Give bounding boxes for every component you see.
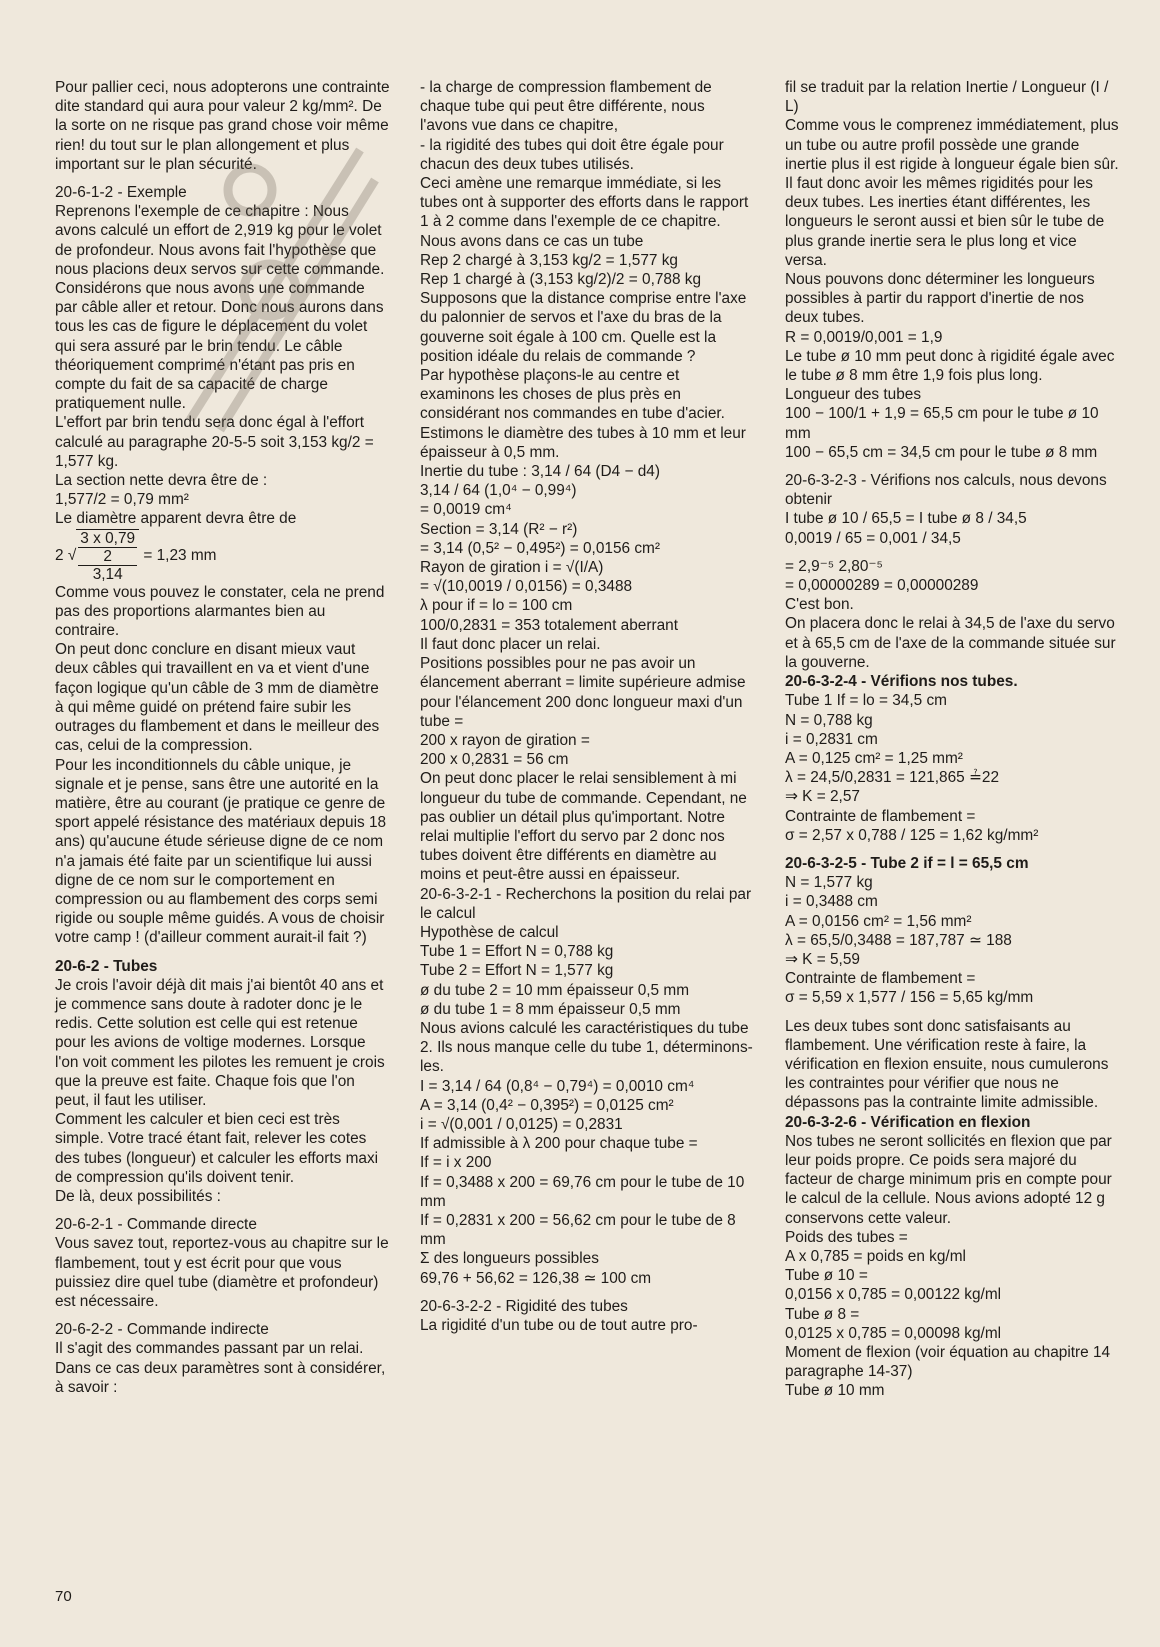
text-line: σ = 5,59 x 1,577 / 156 = 5,65 kg/mm	[785, 989, 1034, 1007]
text-line: I = 3,14 / 64 (0,8⁴ − 0,79⁴) = 0,0010 cm⁴	[420, 1077, 695, 1095]
text-line: Tube ø 10 mm	[785, 1382, 885, 1400]
text-line: Je crois l'avoir déjà dit mais j'ai bientôt 40 ans et je commence sans doute à radoter donc je le redis. Cette solution est celle qui est retenue pour les avions de voltige modernes. Lorsque l'on voit comment les pilotes les remuent je crois que la preuve est faite. Chaque fois que l'on peut, il faut les utiliser.	[55, 976, 385, 1109]
text-line: Vous savez tout, reportez-vous au chapitre sur le flambement, tout y est écrit pour que vous puissiez dire quel tube (diamètre et profondeur) est nécessaire.	[55, 1235, 389, 1310]
text-line: De là, deux possibilités :	[55, 1187, 221, 1205]
text-line: Contrainte de flambement =	[785, 807, 976, 825]
text-line: La rigidité d'un tube ou de tout autre pro-	[420, 1317, 698, 1334]
text-line: Longueur des tubes	[785, 386, 922, 404]
paragraph-gap	[785, 845, 1120, 854]
text-line: N = 1,577 kg	[785, 874, 873, 892]
text-line: i = 0,2831 cm	[785, 730, 878, 748]
text-line: N = 0,788 kg	[785, 711, 873, 729]
text-line: Section = 3,14 (R² − r²)	[420, 520, 578, 538]
text-line: Tube 1 If = lo = 34,5 cm	[785, 692, 947, 710]
text-line: R = 0,0019/0,001 = 1,9	[785, 328, 943, 346]
text-line: Rep 1 chargé à (3,153 kg/2)/2 = 0,788 kg	[420, 271, 702, 289]
text-line: On peut donc conclure en disant mieux vaut deux câbles qui travaillent en va et vient d'une façon logique qu'un câble de 3 mm de diamètre à qui même guidé on prétend faire subir les outrages du flambement et dans le meilleur des cas, celui de la compression.	[55, 641, 380, 755]
text-line: Pour les inconditionnels du câble unique, je signale et je pense, sans être une autorité en la matière, être au courant (je pratique ce genre de sport appelé résistance des matériaux depuis 18 ans) qu'aucune étude sérieuse digne de ce nom n'a jamais été faite par un scientifique lui aussi digne de ce nom sur le comportement en compression ou au flambement des corps semi rigide ou souple même guidés. A vous de choisir votre camp ! (d'ailleur comment aurait-il fait ?)	[55, 756, 387, 947]
text-line: Tube 2 = Effort N = 1,577 kg	[420, 962, 614, 980]
text-line: On placera donc le relai à 34,5 de l'axe du servo et à 65,5 cm de l'axe de la commande située sur la gouverne.	[785, 615, 1116, 671]
text-line: 20-6-1-2 - Exemple	[55, 184, 187, 202]
text-line: 69,76 + 56,62 = 126,38 ≃ 100 cm	[420, 1269, 652, 1287]
text-line: Le diamètre apparent devra être de	[55, 510, 297, 528]
text-line: Σ des longueurs possibles	[420, 1250, 599, 1268]
text-line: I tube ø 10 / 65,5 = I tube ø 8 / 34,5	[785, 510, 1027, 528]
column-3	[785, 78, 1120, 1401]
text-line: Nous avons dans ce cas un tube	[420, 232, 644, 250]
text-line: 20-6-2-1 - Commande directe	[55, 1216, 257, 1234]
text-line: Considérons que nous avons une commande par câble aller et retour. Donc nous aurons dans tous les cas de figure le déplacement du volet qui sera assuré par le brin tendu. Le câble théoriquement comprimé n'étant pas pris en compte du fait de sa capacité de charge pratiquement nulle.	[55, 280, 384, 413]
text-line: 20-6-3-2-3 - Vérifions nos calculs, nous devons obtenir	[785, 472, 1107, 509]
text-line: Tube 1 = Effort N = 0,788 kg	[420, 943, 614, 961]
column-1	[55, 78, 390, 1397]
paragraph-gap	[55, 1311, 390, 1320]
text-line: Poids des tubes =	[785, 1228, 908, 1246]
text-line: Nous avions calculé les caractéristiques du tube 2. Ils nous manque celle du tube 1, déterminons-les.	[420, 1019, 753, 1076]
text-line: Positions possibles pour ne pas avoir un élancement aberrant = limite supérieure admise pour l'élancement 200 donc longueur maxi d'un tube =	[420, 655, 746, 730]
paragraph-gap	[785, 462, 1120, 471]
numerator: 3 x 0,79	[80, 529, 136, 547]
paragraph-gap	[420, 1288, 755, 1297]
text-line: Inertie du tube : 3,14 / 64 (D4 − d4)	[420, 463, 660, 481]
section-heading: 20-6-2 - Tubes	[55, 957, 158, 975]
text-line: Comment les calculer et bien ceci est très simple. Votre tracé étant fait, relever les cotes des tubes (longueur) et calculer les efforts maxi de compression qu'ils doivent tenir.	[55, 1111, 379, 1186]
text-line: = 2,9⁻⁵ 2,80⁻⁵	[785, 557, 883, 575]
text-line: Rep 2 chargé à 3,153 kg/2 = 1,577 kg	[420, 251, 678, 269]
text-line: Les deux tubes sont donc satisfaisants au flambement. Une vérification reste à faire, la vérification en flexion ensuite, nous cumulerons les contraintes pour vérifier que nous ne dépassons pas la contrainte limite admissible.	[785, 1017, 1109, 1112]
text-line: A x 0,785 = poids en kg/ml	[785, 1247, 966, 1265]
text-line: Nous pouvons donc déterminer les longueurs possibles à partir du rapport d'inertie de nos deux tubes.	[785, 271, 1095, 327]
text-line: Tube ø 10 =	[785, 1267, 868, 1285]
text-line: = 3,14 (0,5² − 0,495²) = 0,0156 cm²	[420, 539, 660, 557]
text-line: Il faut donc placer un relai.	[420, 635, 601, 653]
text-line: Il s'agit des commandes passant par un relai. Dans ce cas deux paramètres sont à considérer, à savoir :	[55, 1340, 386, 1396]
text-line: 20-6-3-2-2 - Rigidité des tubes	[420, 1297, 628, 1315]
text-line: Hypothèse de calcul	[420, 923, 559, 941]
text-line: λ pour if = lo = 100 cm	[420, 597, 573, 615]
text-line: ø du tube 2 = 10 mm épaisseur 0,5 mm	[420, 981, 690, 999]
text-line: Reprenons l'exemple de ce chapitre : Nous avons calculé un effort de 2,919 kg pour le volet de profondeur. Nous avons fait l'hypothèse que nous placions deux servos sur cette commande.	[55, 203, 385, 278]
text-line: 100 − 100/1 + 1,9 = 65,5 cm pour le tube ø 10 mm	[785, 405, 1099, 442]
text-line: Nos tubes ne seront sollicités en flexion que par leur poids propre. Ce poids sera majoré du facteur de charge minimum pris en compte pour le calcul de la cellule. Nous avions adopté 12 g conservons cette valeur.	[785, 1132, 1112, 1227]
text-line: 200 x 0,2831 = 56 cm	[420, 751, 569, 769]
text-line: Il faut donc avoir les mêmes rigidités pour les deux tubes. Les inerties étant différentes, les longueurs le seront aussi et bien sûr le tube de plus grande inertie sera le plus long et vice versa.	[785, 175, 1105, 269]
section-heading: 20-6-3-2-6 - Vérification en flexion	[785, 1113, 1031, 1131]
formula-index: 2	[55, 546, 64, 564]
text-line: L'effort par brin tendu sera donc égal à l'effort calculé au paragraphe 20-5-5 soit 3,153 kg/2 = 1,577 kg.	[55, 414, 374, 470]
text-line: = 0,0019 cm⁴	[420, 501, 512, 519]
text-line: = 0,00000289 = 0,00000289	[785, 577, 979, 595]
formula-line	[55, 529, 390, 583]
text-line: λ = 65,5/0,3488 = 187,787 ≃ 188	[785, 931, 1012, 949]
text-line: 1,577/2 = 0,79 mm²	[55, 491, 189, 509]
paragraph-gap	[55, 174, 390, 183]
text-line: Supposons que la distance comprise entre l'axe du palonnier de servos et l'axe du bras de la gouverne soit égale à 100 cm. Quelle est la position idéale du relais de commande ?	[420, 290, 747, 365]
text-line: Moment de flexion (voir équation au chapitre 14 paragraphe 14-37)	[785, 1344, 1111, 1381]
radical-fraction	[76, 529, 139, 583]
radical-sign: √	[63, 546, 77, 564]
text-line: - la rigidité des tubes qui doit être égale pour chacun des deux tubes utilisés.	[420, 136, 724, 173]
text-line: A = 3,14 (0,4² − 0,395²) = 0,0125 cm²	[420, 1096, 674, 1114]
text-line: 200 x rayon de giration =	[420, 731, 590, 749]
text-line: C'est bon.	[785, 596, 854, 614]
text-line: ø du tube 1 = 8 mm épaisseur 0,5 mm	[420, 1000, 681, 1018]
text-line: σ = 2,57 x 0,788 / 125 = 1,62 kg/mm²	[785, 826, 1039, 844]
text-line: 0,0125 x 0,785 = 0,00098 kg/ml	[785, 1324, 1002, 1342]
text-line: On peut donc placer le relai sensiblement à mi longueur du tube de commande. Cependant, ne pas oublier un détail plus qu'important. Notre relai multiplie l'effort du servo par 2 donc nos tubes doivent être différents en diamètre au moins et peut-être aussi en épaisseur.	[420, 770, 747, 884]
text-line: If admissible à λ 200 pour chaque tube =	[420, 1135, 698, 1153]
text-line: Contrainte de flambement =	[785, 970, 976, 988]
text-line: ⇒ K = 5,59	[785, 950, 860, 968]
inner-denominator: 2	[78, 548, 137, 566]
section-heading: 20-6-3-2-5 - Tube 2 if = l = 65,5 cm	[785, 854, 1029, 872]
text-line: - la charge de compression flambement de chaque tube qui peut être différente, nous l'avons vue dans ce chapitre,	[420, 79, 712, 135]
paragraph-gap	[785, 548, 1120, 557]
text-line: A = 0,0156 cm² = 1,56 mm²	[785, 912, 972, 930]
text-line: Tube ø 8 =	[785, 1305, 860, 1323]
text-line: Comme vous pouvez le constater, cela ne prend pas des proportions alarmantes bien au contraire.	[55, 583, 385, 640]
text-line: 3,14 / 64 (1,0⁴ − 0,99⁴)	[420, 482, 577, 500]
text-line: Comme vous le comprenez immédiatement, plus un tube ou autre profil possède une grande inertie plus il est rigide à longueur égale bien sûr.	[785, 117, 1119, 173]
text-line: La section nette devra être de :	[55, 472, 268, 490]
text-line: 100 − 65,5 cm = 34,5 cm pour le tube ø 8 mm	[785, 443, 1098, 461]
text-line: i = √(0,001 / 0,0125) = 0,2831	[420, 1115, 623, 1133]
text-line: ⇒ K = 2,57	[785, 788, 860, 806]
formula-result: = 1,23 mm	[143, 546, 217, 564]
text-line: A = 0,125 cm² = 1,25 mm²	[785, 749, 963, 767]
text-line: If = 0,2831 x 200 = 56,62 cm pour le tube de 8 mm	[420, 1211, 736, 1249]
text-line: 0,0156 x 0,785 = 0,00122 kg/ml	[785, 1286, 1002, 1304]
text-line: 0,0019 / 65 = 0,001 / 34,5	[785, 529, 961, 547]
text-line: Pour pallier ceci, nous adopterons une contrainte dite standard qui aura pour valeur 2 kg/mm². De la sorte on ne risque pas grand chose voir même rien! du tout sur le plan allongement et plus important sur le plan sécurité.	[55, 79, 390, 173]
section-heading: 20-6-3-2-4 - Vérifions nos tubes.	[785, 673, 1018, 691]
text-line: If = 0,3488 x 200 = 69,76 cm pour le tube de 10 mm	[420, 1173, 745, 1210]
text-line: 20-6-2-2 - Commande indirecte	[55, 1321, 269, 1339]
paragraph-gap	[55, 948, 390, 957]
text-line: Le tube ø 10 mm peut donc à rigidité égale avec le tube ø 8 mm être 1,9 fois plus long.	[785, 347, 1115, 385]
text-line: 100/0,2831 = 353 totalement aberrant	[420, 616, 678, 634]
paragraph-gap	[55, 1206, 390, 1215]
text-line: Estimons le diamètre des tubes à 10 mm et leur épaisseur à 0,5 mm.	[420, 424, 746, 461]
denominator: 3,14	[92, 565, 123, 583]
column-2	[420, 78, 755, 1335]
text-line: fil se traduit par la relation Inertie / Longueur (I / L)	[785, 79, 1109, 116]
paragraph-gap	[785, 1008, 1120, 1017]
text-line: 20-6-3-2-1 - Recherchons la position du relai par le calcul	[420, 885, 752, 922]
text-line: Rayon de giration i = √(I/A)	[420, 559, 604, 577]
page-number: 70	[55, 1588, 72, 1605]
text-line: = √(10,0019 / 0,0156) = 0,3488	[420, 578, 633, 596]
text-line: i = 0,3488 cm	[785, 893, 878, 911]
text-line: If = i x 200	[420, 1154, 492, 1172]
text-line: Par hypothèse plaçons-le au centre et examinons les choses de plus près en considérant nos commandes en tube d'acier.	[420, 367, 725, 423]
text-line: Ceci amène une remarque immédiate, si les tubes ont à supporter des efforts dans le rapport 1 à 2 comme dans l'exemple de ce chapitre.	[420, 175, 749, 231]
text-line: λ = 24,5/0,2831 = 121,865 ≟22	[785, 769, 1000, 787]
